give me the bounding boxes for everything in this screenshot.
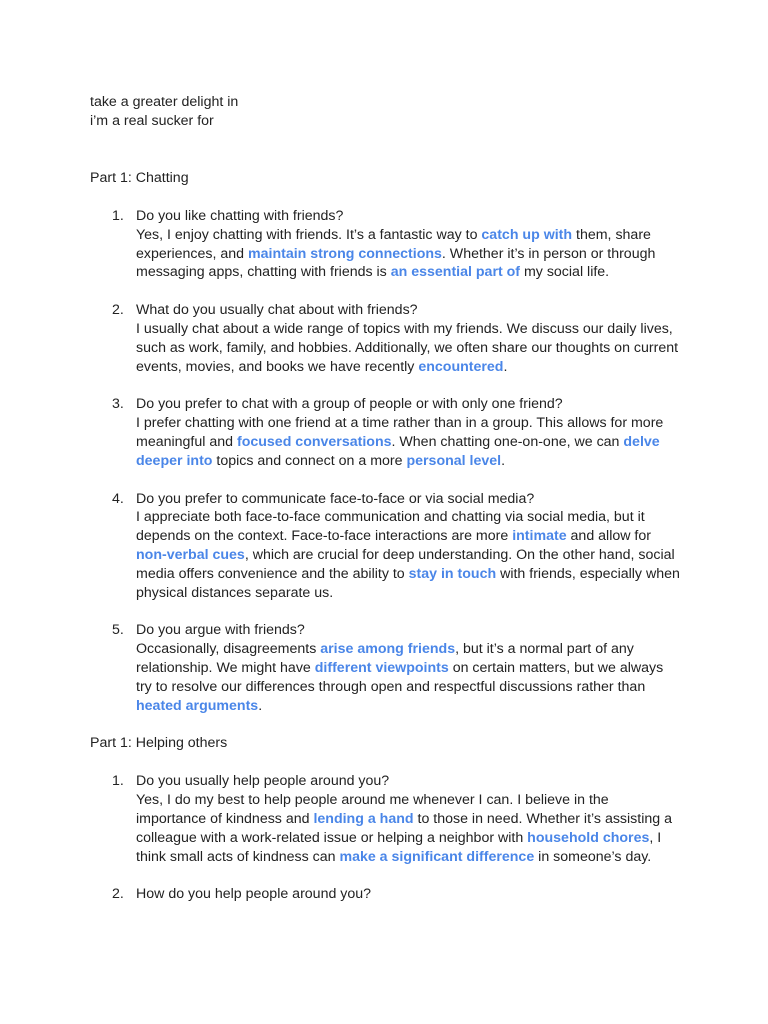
question-list — [90, 207, 690, 715]
answer-run: Yes, I do my best to help people around me whenever I can. I believe in the importance of kindness and — [136, 792, 609, 827]
item-number: 3. — [112, 396, 124, 413]
answer-run: . — [258, 697, 263, 714]
highlighted-phrase: catch up with — [481, 226, 573, 243]
question-text: How do you help people around you? — [136, 886, 372, 903]
qa-item — [90, 301, 681, 376]
answer-run: . — [503, 358, 508, 375]
answer-text — [136, 320, 681, 376]
answer-run: them, share experiences, and — [136, 226, 651, 262]
answer-run: and allow for — [566, 528, 651, 545]
section-title: Part 1: Chatting — [90, 170, 189, 186]
qa-item — [90, 885, 681, 904]
answer-run: , which are crucial for deep understanding. On the other hand, social media offers convenience and the ability to — [136, 546, 675, 582]
answer-text — [136, 226, 681, 282]
highlighted-phrase: maintain strong connections — [248, 245, 442, 262]
answer-run: with friends, especially when physical distances separate us. — [136, 565, 680, 601]
answer-run: to those in need. Whether it’s assisting a colleague with a work-related issue or helping a neighbor with — [136, 810, 672, 846]
highlighted-phrase: household chores — [527, 829, 650, 846]
qa-item — [90, 772, 681, 866]
answer-run: Yes, I enjoy chatting with friends. It’s a fantastic way to — [136, 226, 482, 243]
intro-phrase: take a greater delight in — [90, 94, 239, 110]
highlighted-phrase: heated arguments — [136, 697, 259, 714]
question-text: Do you usually help people around you? — [136, 773, 390, 790]
highlighted-phrase: lending a hand — [313, 810, 414, 827]
highlighted-phrase: stay in touch — [408, 565, 497, 582]
highlighted-phrase: different viewpoints — [314, 659, 449, 676]
answer-run: Occasionally, disagreements — [136, 641, 321, 658]
question-text: Do you prefer to communicate face-to-face or via social media? — [136, 490, 535, 507]
answer-run: topics and connect on a more — [212, 452, 407, 469]
answer-run: in someone’s day. — [534, 848, 652, 865]
answer-run: , but it’s a normal part of any relationship. We might have — [136, 641, 634, 676]
highlighted-phrase: delve deeper into — [136, 433, 660, 469]
highlighted-phrase: make a significant difference — [339, 848, 535, 865]
answer-text — [136, 508, 681, 602]
qa-item — [90, 395, 681, 470]
item-number: 4. — [112, 490, 124, 507]
answer-run: my social life. — [520, 264, 610, 281]
highlighted-phrase: arise among friends — [320, 641, 456, 658]
qa-item — [90, 207, 681, 282]
question-list — [90, 772, 690, 904]
item-number: 1. — [112, 773, 124, 790]
highlighted-phrase: encountered — [418, 358, 504, 375]
answer-run: on certain matters, but we always try to resolve our differences through open and respectful discussions rather than — [136, 659, 664, 695]
qa-item — [90, 490, 681, 603]
question-text: Do you prefer to chat with a group of people or with only one friend? — [136, 396, 563, 413]
intro-phrases — [90, 93, 690, 131]
highlighted-phrase: an essential part of — [390, 264, 521, 281]
section-title: Part 1: Helping others — [90, 735, 228, 752]
item-number: 2. — [112, 302, 124, 319]
intro-phrase: i’m a real sucker for — [90, 113, 214, 129]
answer-run: . — [501, 452, 506, 469]
answer-text — [136, 640, 681, 715]
highlighted-phrase: focused conversations — [236, 433, 392, 450]
qa-item — [90, 621, 681, 715]
question-text: Do you argue with friends? — [136, 622, 305, 639]
answer-run: I prefer chatting with one friend at a time rather than in a group. This allows for more meaningful and — [136, 415, 664, 450]
document-page — [90, 93, 690, 923]
highlighted-phrase: personal level — [406, 452, 502, 469]
answer-run: . Whether it’s in person or through messaging apps, chatting with friends is — [136, 245, 656, 281]
highlighted-phrase: intimate — [512, 528, 567, 545]
answer-run: I usually chat about a wide range of topics with my friends. We discuss our daily lives, such as work, family, and hobbies. Additionally, we often share our thoughts on current events, movies, and books we have recently — [136, 320, 679, 375]
answer-text — [136, 791, 681, 866]
answer-run: , I think small acts of kindness can — [136, 829, 662, 865]
question-text: Do you like chatting with friends? — [136, 208, 344, 224]
highlighted-phrase: non-verbal cues — [136, 546, 245, 563]
answer-run: . When chatting one-on-one, we can — [391, 433, 624, 450]
answer-text — [136, 414, 681, 470]
item-number: 1. — [112, 208, 124, 224]
item-number: 5. — [112, 622, 124, 639]
answer-run: I appreciate both face-to-face communication and chatting via social media, but it depends on the context. Face-to-face interactions are more — [136, 509, 645, 545]
question-text: What do you usually chat about with friends? — [136, 302, 418, 319]
item-number: 2. — [112, 886, 124, 903]
